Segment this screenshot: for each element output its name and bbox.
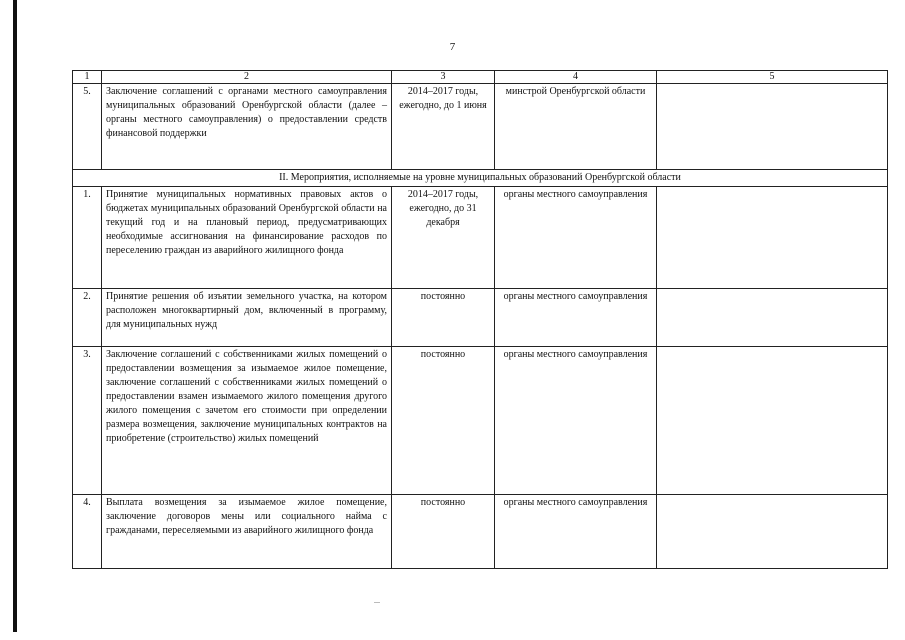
activity-executor: органы местного самоуправления xyxy=(495,495,657,569)
row-number: 4. xyxy=(73,495,102,569)
scan-edge-mark xyxy=(13,0,17,632)
row-number: 1. xyxy=(73,187,102,289)
activity-note xyxy=(657,84,888,170)
column-number-row xyxy=(73,71,888,84)
activities-table xyxy=(72,70,888,569)
activity-term: постоянно xyxy=(392,289,495,347)
activity-executor: органы местного самоуправления xyxy=(495,289,657,347)
column-header-3: 3 xyxy=(392,71,495,84)
table-row xyxy=(73,84,888,170)
activity-term: 2014–2017 годы, ежегодно, до 31 декабря xyxy=(392,187,495,289)
activity-term: постоянно xyxy=(392,347,495,495)
activity-executor: минстрой Оренбургской области xyxy=(495,84,657,170)
column-header-5: 5 xyxy=(657,71,888,84)
activity-executor: органы местного самоуправления xyxy=(495,187,657,289)
section-title: II. Мероприятия, исполняемые на уровне муниципальных образований Оренбургской области xyxy=(73,170,888,187)
table-row xyxy=(73,495,888,569)
table-row xyxy=(73,289,888,347)
activity-note xyxy=(657,347,888,495)
column-header-4: 4 xyxy=(495,71,657,84)
activity-note xyxy=(657,187,888,289)
table-row xyxy=(73,187,888,289)
activity-note xyxy=(657,495,888,569)
activity-term: постоянно xyxy=(392,495,495,569)
row-number: 2. xyxy=(73,289,102,347)
activity-description: Выплата возмещения за изымаемое жилое помещение, заключение договоров мены или социального найма с гражданами, переселяемыми из аварийного жилищного фонда xyxy=(102,495,392,569)
activity-description: Заключение соглашений с собственниками жилых помещений о предоставлении возмещения за изымаемое жилое помещение, заключение соглашений с собственниками жилых помещений о предоставлении взамен изымаемого жилого помещения другого жилого помещения с зачетом его стоимости при определении размера возмещения, заключение муниципальных контрактов на приобретение (строительство) жилых помещений xyxy=(102,347,392,495)
table-row xyxy=(73,347,888,495)
row-number: 3. xyxy=(73,347,102,495)
activity-term: 2014–2017 годы, ежегодно, до 1 июня xyxy=(392,84,495,170)
page-number: 7 xyxy=(449,41,456,53)
column-header-1: 1 xyxy=(73,71,102,84)
activity-description: Принятие решения об изъятии земельного участка, на котором расположен многоквартирный дом, включенный в программу, для муниципальных нужд xyxy=(102,289,392,347)
scan-speck xyxy=(374,602,380,603)
section-row xyxy=(73,170,888,187)
activity-executor: органы местного самоуправления xyxy=(495,347,657,495)
activity-description: Принятие муниципальных нормативных правовых актов о бюджетах муниципальных образований Оренбургской области на текущий год и на плановый период, предусматривающих необходимые ассигнования на финансирование расходов по переселению граждан из аварийного жилищного фонда xyxy=(102,187,392,289)
activity-description: Заключение соглашений с органами местного самоуправления муниципальных образований Оренбургской области (далее – органы местного самоуправления) о предоставлении средств финансовой поддержки xyxy=(102,84,392,170)
activity-note xyxy=(657,289,888,347)
row-number: 5. xyxy=(73,84,102,170)
column-header-2: 2 xyxy=(102,71,392,84)
